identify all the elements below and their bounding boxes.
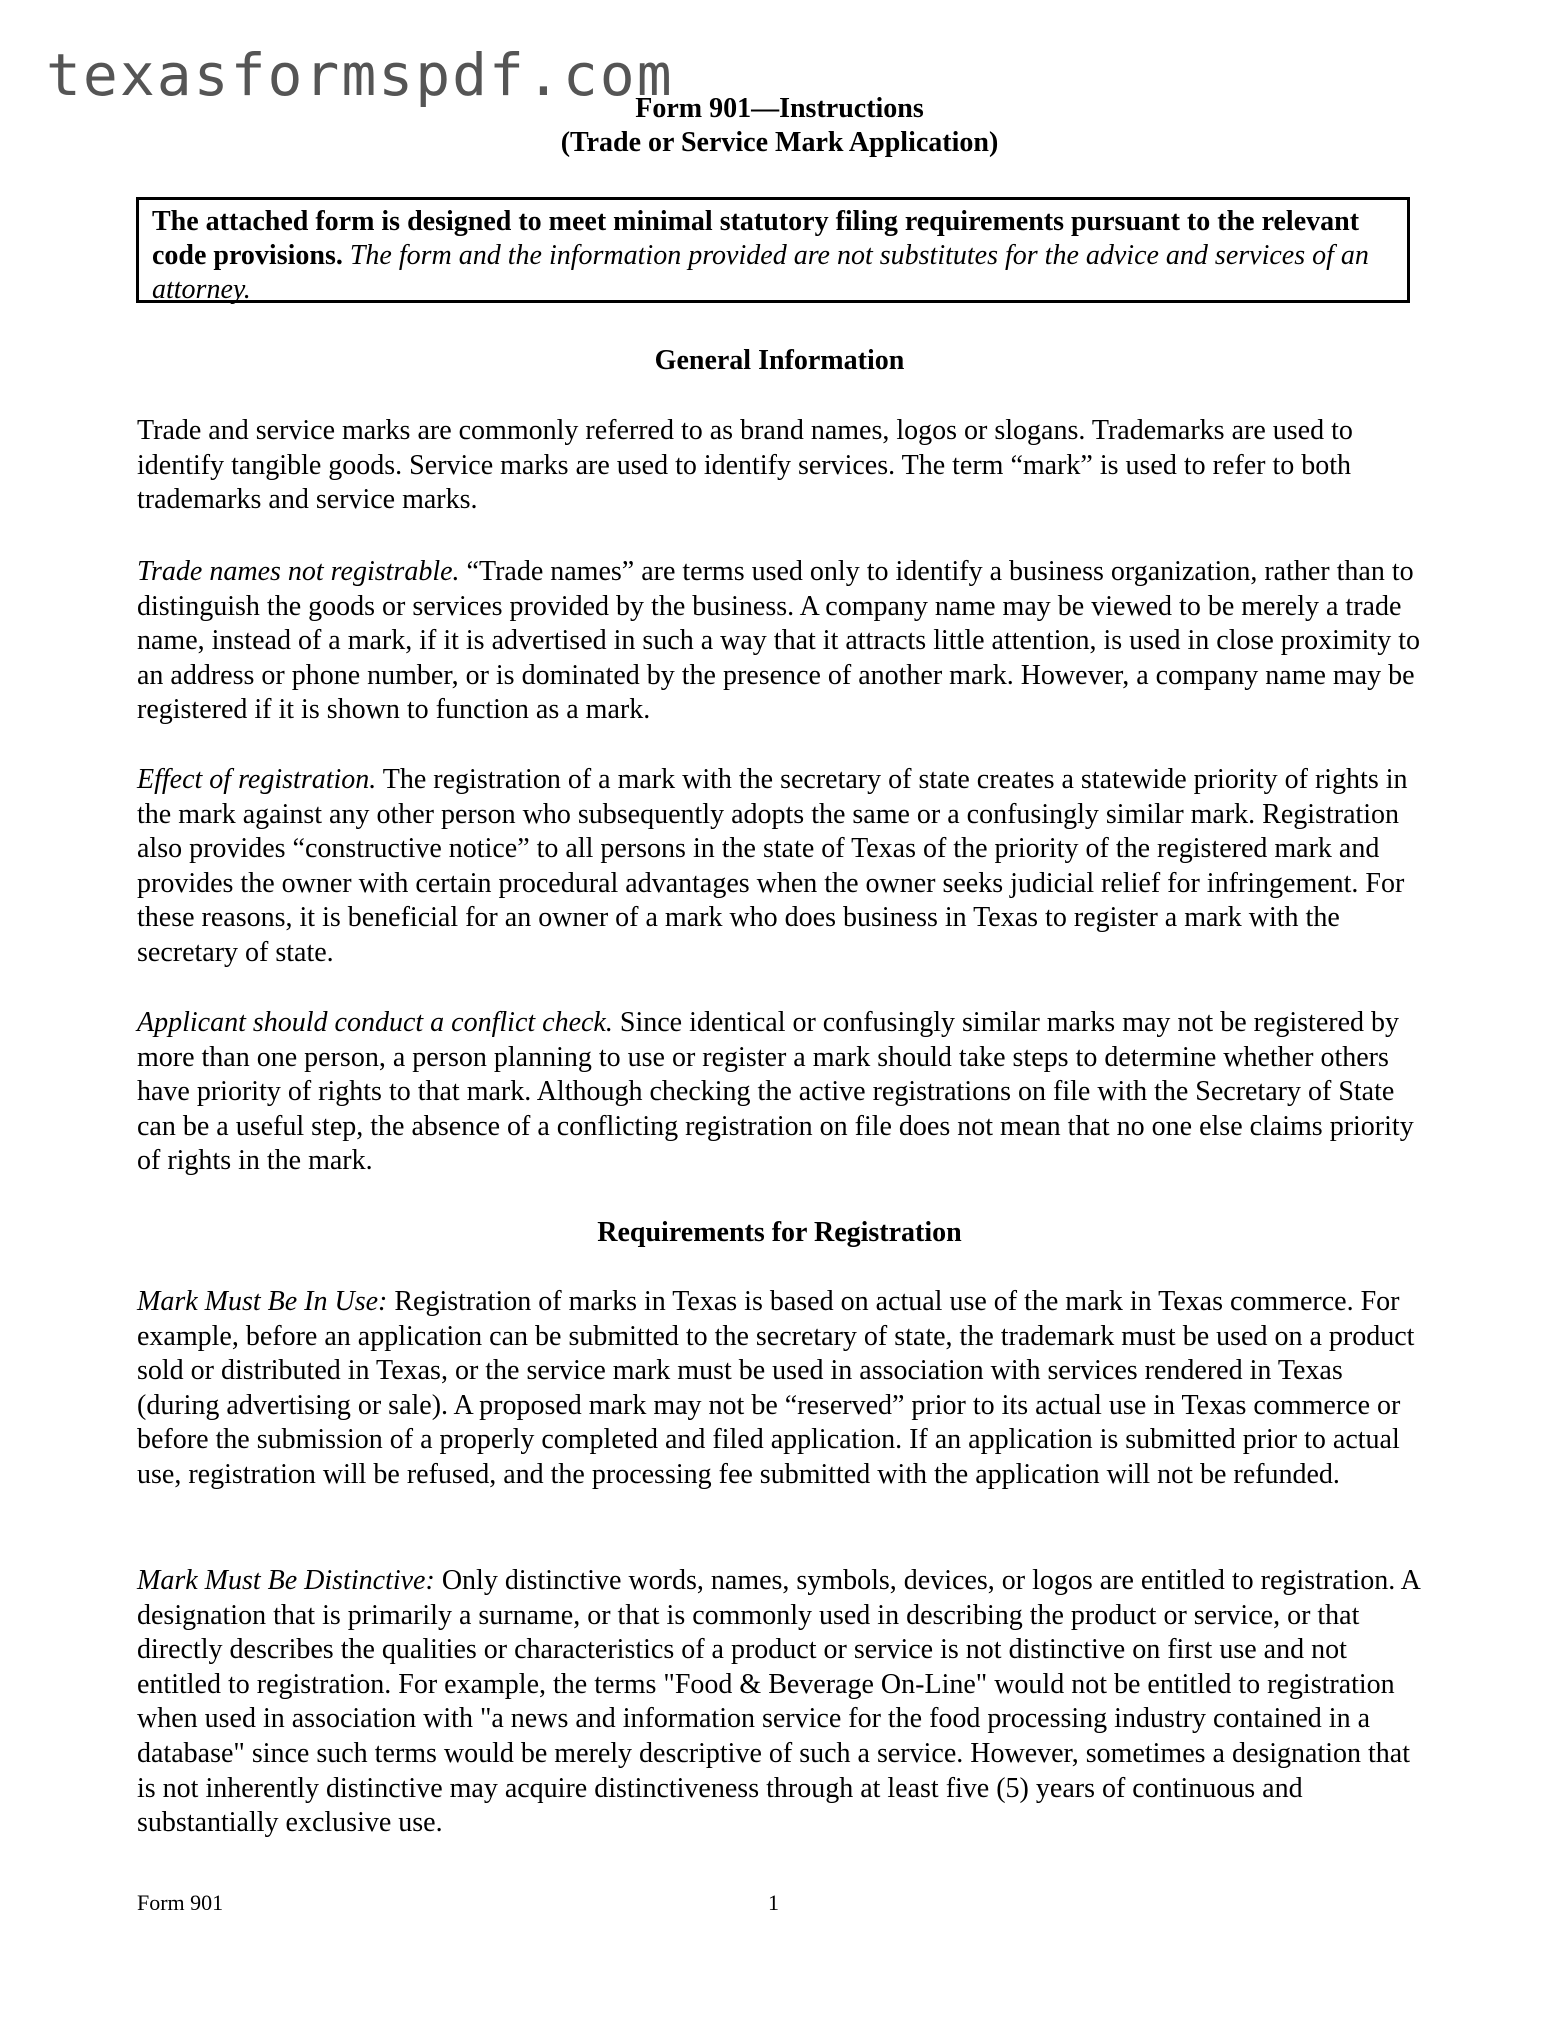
paragraph-conflict-check	[137, 1006, 1427, 1179]
notice-bold-text: The attached form is designed to meet minimal statutory filing requirements pursuant to the relevant code provisions.	[152, 206, 1360, 271]
paragraph-marks-overview: Trade and service marks are commonly referred to as brand names, logos or slogans. Trademarks are used to identify tangible goods. Service marks are used to identify services. The term “mark” is used to refer to both trademarks and service marks.	[137, 415, 1353, 516]
paragraph-body: “Trade names” are terms used only to identify a business organization, rather than to distinguish the goods or services provided by the business. A company name may be viewed to be merely a trade name, instead of a mark, if it is advertised in such a way that it attracts little attention, is used in close proximity to an address or phone number, or is dominated by the presence of another mark. However, a company name may be registered if it is shown to function as a mark.	[137, 556, 1421, 726]
paragraph-mark-in-use	[137, 1285, 1427, 1493]
paragraph-body: Since identical or confusingly similar marks may not be registered by more than one person, a person planning to use or register a mark should take steps to determine whether others have priority of rights to that mark. Although checking the active registrations on file with the Secretary of State can be a useful step, the absence of a conflicting registration on file does not mean that no one else claims priority of rights in the mark.	[137, 1007, 1414, 1177]
page-subtitle: (Trade or Service Mark Application)	[560, 127, 999, 158]
paragraph-body: The registration of a mark with the secretary of state creates a statewide priority of rights in the mark against any other person who subsequently adopts the same or a confusingly similar mark. Registration also provides “constructive notice” to all persons in the state of Texas of the priority of the registered mark and provides the owner with certain procedural advantages when the owner seeks judicial relief for infringement. For these reasons, it is beneficial for an owner of a mark who does business in Texas to register a mark with the secretary of state.	[137, 764, 1408, 968]
watermark: texasformspdf.com	[46, 41, 674, 109]
paragraph-body: Registration of marks in Texas is based on actual use of the mark in Texas commerce. For example, before an application can be submitted to the secretary of state, the trademark must be used on a product sold or distributed in Texas, or the service mark must be used in association with services rendered in Texas (during advertising or sale). A proposed mark may not be “reserved” prior to its actual use in Texas commerce or before the submission of a properly completed and filed application. If an application is submitted prior to actual use, registration will be refused, and the processing fee submitted with the application will not be refunded.	[137, 1286, 1415, 1490]
notice-box	[136, 197, 1410, 303]
paragraph-effect-of-registration	[137, 763, 1427, 971]
paragraph-trade-names	[137, 555, 1427, 728]
paragraph-lead: Trade names not registrable.	[137, 556, 460, 587]
notice-italic-text: The form and the information provided are not substitutes for the advice and services of an attorney.	[152, 240, 1369, 305]
paragraph-lead: Mark Must Be Distinctive:	[137, 1565, 435, 1596]
section-heading-general: General Information	[654, 345, 905, 376]
paragraph-body: Only distinctive words, names, symbols, devices, or logos are entitled to registration. A designation that is primarily a surname, or that is commonly used in describing the product or service, or that directly describes the qualities or characteristics of a product or service is not distinctive on first use and not entitled to registration. For example, the terms "Food & Beverage On-Line" would not be entitled to registration when used in association with "a news and information service for the food processing industry contained in a database" since such terms would be merely descriptive of such a service. However, sometimes a designation that is not inherently distinctive may acquire distinctiveness through at least five (5) years of continuous and substantially exclusive use.	[137, 1565, 1420, 1839]
paragraph-lead: Mark Must Be In Use:	[137, 1286, 388, 1317]
section-heading-requirements: Requirements for Registration	[597, 1217, 962, 1248]
footer-page-number: 1	[768, 1890, 779, 1915]
paragraph-mark-distinctive	[137, 1564, 1427, 1841]
paragraph-lead: Applicant should conduct a conflict check.	[137, 1007, 613, 1038]
paragraph-lead: Effect of registration.	[137, 764, 377, 795]
footer-form-name: Form 901	[137, 1890, 224, 1915]
page-title: Form 901—Instructions	[635, 93, 924, 124]
